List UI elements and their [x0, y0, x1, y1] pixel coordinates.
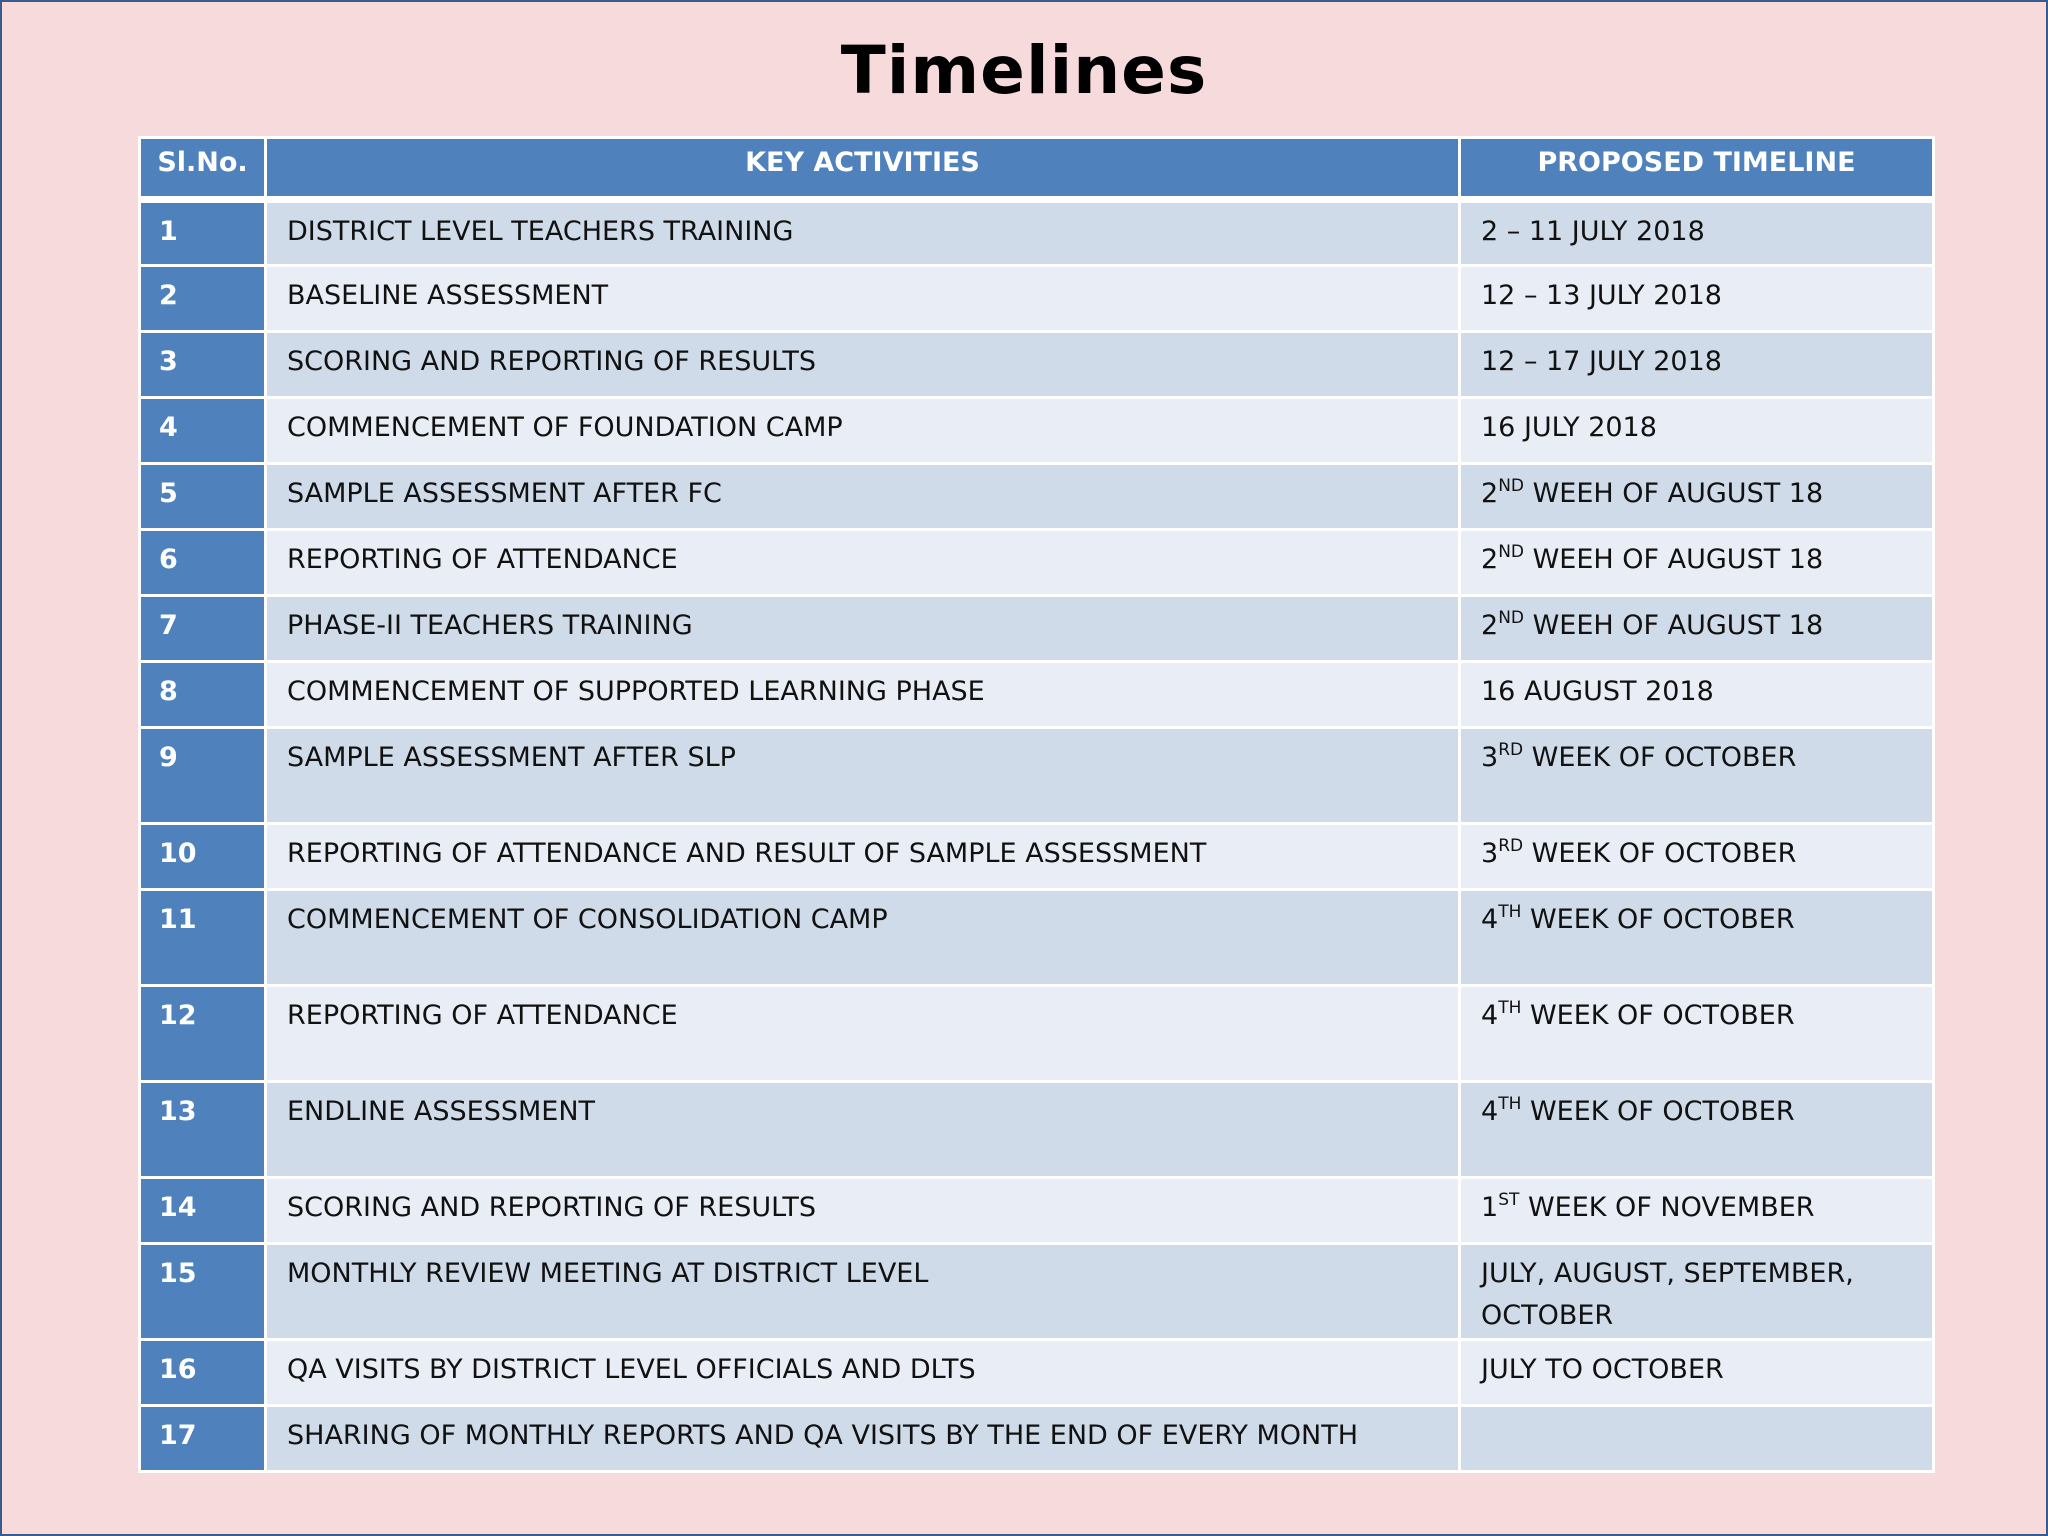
timeline-text-rest: WEEK OF OCTOBER — [1521, 1096, 1795, 1127]
table-row — [140, 986, 1934, 1082]
row-sl-no: 8 — [140, 662, 266, 728]
table-header-row — [140, 138, 1934, 200]
row-timeline — [1460, 1340, 1934, 1406]
timeline-text-rest: WEEH OF AUGUST 18 — [1524, 478, 1824, 509]
table-row — [140, 464, 1934, 530]
table-row — [140, 1178, 1934, 1244]
row-timeline — [1460, 662, 1934, 728]
row-sl-no: 5 — [140, 464, 266, 530]
row-sl-no: 4 — [140, 398, 266, 464]
row-timeline — [1460, 266, 1934, 332]
row-activity: BASELINE ASSESSMENT — [266, 266, 1460, 332]
timeline-text-rest: WEEK OF OCTOBER — [1523, 838, 1797, 869]
timeline-text: 2 — [1481, 478, 1499, 509]
timeline-text-rest: WEEH OF AUGUST 18 — [1524, 610, 1824, 641]
row-sl-no: 10 — [140, 824, 266, 890]
timeline-text: JULY TO OCTOBER — [1481, 1354, 1724, 1385]
table-row — [140, 596, 1934, 662]
row-sl-no: 14 — [140, 1178, 266, 1244]
row-timeline — [1460, 1406, 1934, 1472]
ordinal-suffix: TH — [1498, 902, 1522, 922]
table-row — [140, 728, 1934, 824]
row-timeline — [1460, 1082, 1934, 1178]
timeline-text: 3 — [1481, 742, 1499, 773]
timeline-text: 16 AUGUST 2018 — [1481, 676, 1714, 707]
row-activity: QA VISITS BY DISTRICT LEVEL OFFICIALS AND DLTS — [266, 1340, 1460, 1406]
timeline-text: 4 — [1481, 904, 1499, 935]
table-row — [140, 398, 1934, 464]
table-row — [140, 1340, 1934, 1406]
timeline-text: 12 – 17 JULY 2018 — [1481, 346, 1722, 377]
row-sl-no: 2 — [140, 266, 266, 332]
row-sl-no: 1 — [140, 200, 266, 266]
timeline-text-rest: WEEK OF OCTOBER — [1521, 1000, 1795, 1031]
row-activity: SCORING AND REPORTING OF RESULTS — [266, 1178, 1460, 1244]
row-activity: SAMPLE ASSESSMENT AFTER SLP — [266, 728, 1460, 824]
timeline-text-rest: WEEK OF OCTOBER — [1523, 742, 1797, 773]
row-timeline — [1460, 464, 1934, 530]
timeline-text: 16 JULY 2018 — [1481, 412, 1657, 443]
timeline-text: 2 — [1481, 610, 1499, 641]
timeline-text: 2 – 11 JULY 2018 — [1481, 216, 1705, 247]
ordinal-suffix: RD — [1498, 836, 1524, 856]
row-activity: MONTHLY REVIEW MEETING AT DISTRICT LEVEL — [266, 1244, 1460, 1340]
row-activity: DISTRICT LEVEL TEACHERS TRAINING — [266, 200, 1460, 266]
header-key-activities: KEY ACTIVITIES — [266, 138, 1460, 200]
row-sl-no: 17 — [140, 1406, 266, 1472]
row-sl-no: 16 — [140, 1340, 266, 1406]
row-activity: REPORTING OF ATTENDANCE — [266, 530, 1460, 596]
ordinal-suffix: TH — [1498, 1094, 1522, 1114]
header-proposed-timeline: PROPOSED TIMELINE — [1460, 138, 1934, 200]
row-timeline — [1460, 1178, 1934, 1244]
ordinal-suffix: ND — [1498, 476, 1524, 496]
row-timeline — [1460, 200, 1934, 266]
row-timeline — [1460, 824, 1934, 890]
row-timeline — [1460, 596, 1934, 662]
timeline-text: 1 — [1481, 1192, 1499, 1223]
row-timeline — [1460, 332, 1934, 398]
row-sl-no: 3 — [140, 332, 266, 398]
row-activity: REPORTING OF ATTENDANCE — [266, 986, 1460, 1082]
table-row — [140, 1406, 1934, 1472]
table-row — [140, 890, 1934, 986]
timeline-text: 3 — [1481, 838, 1499, 869]
row-sl-no: 9 — [140, 728, 266, 824]
timeline-text: 4 — [1481, 1096, 1499, 1127]
timeline-text: JULY, AUGUST, SEPTEMBER, OCTOBER — [1481, 1258, 1854, 1331]
row-sl-no: 13 — [140, 1082, 266, 1178]
row-timeline — [1460, 530, 1934, 596]
row-sl-no: 15 — [140, 1244, 266, 1340]
table-row — [140, 530, 1934, 596]
row-timeline — [1460, 728, 1934, 824]
table-row — [140, 662, 1934, 728]
table-row — [140, 824, 1934, 890]
row-sl-no: 6 — [140, 530, 266, 596]
table-row — [140, 332, 1934, 398]
row-timeline — [1460, 986, 1934, 1082]
row-activity: SCORING AND REPORTING OF RESULTS — [266, 332, 1460, 398]
header-sl-no: Sl.No. — [140, 138, 266, 200]
table-row — [140, 200, 1934, 266]
row-activity: SAMPLE ASSESSMENT AFTER FC — [266, 464, 1460, 530]
page-title: Timelines — [840, 32, 1208, 109]
row-sl-no: 7 — [140, 596, 266, 662]
ordinal-suffix: RD — [1498, 740, 1524, 760]
timeline-text: 12 – 13 JULY 2018 — [1481, 280, 1722, 311]
table-row — [140, 266, 1934, 332]
timeline-table — [138, 136, 1935, 1473]
ordinal-suffix: TH — [1498, 998, 1522, 1018]
timeline-text-rest: WEEK OF NOVEMBER — [1519, 1192, 1815, 1223]
row-timeline — [1460, 1244, 1934, 1340]
timeline-text-rest: WEEH OF AUGUST 18 — [1524, 544, 1824, 575]
timeline-text: 2 — [1481, 544, 1499, 575]
row-timeline — [1460, 890, 1934, 986]
row-activity: ENDLINE ASSESSMENT — [266, 1082, 1460, 1178]
ordinal-suffix: ND — [1498, 608, 1524, 628]
row-timeline — [1460, 398, 1934, 464]
timeline-text-rest: WEEK OF OCTOBER — [1521, 904, 1795, 935]
row-sl-no: 12 — [140, 986, 266, 1082]
timeline-text: 4 — [1481, 1000, 1499, 1031]
ordinal-suffix: ST — [1498, 1190, 1520, 1210]
row-activity: PHASE-II TEACHERS TRAINING — [266, 596, 1460, 662]
row-sl-no: 11 — [140, 890, 266, 986]
table-row — [140, 1244, 1934, 1340]
row-activity: REPORTING OF ATTENDANCE AND RESULT OF SAMPLE ASSESSMENT — [266, 824, 1460, 890]
row-activity: COMMENCEMENT OF FOUNDATION CAMP — [266, 398, 1460, 464]
row-activity: COMMENCEMENT OF CONSOLIDATION CAMP — [266, 890, 1460, 986]
row-activity: SHARING OF MONTHLY REPORTS AND QA VISITS BY THE END OF EVERY MONTH — [266, 1406, 1460, 1472]
row-activity: COMMENCEMENT OF SUPPORTED LEARNING PHASE — [266, 662, 1460, 728]
table-row — [140, 1082, 1934, 1178]
ordinal-suffix: ND — [1498, 542, 1524, 562]
